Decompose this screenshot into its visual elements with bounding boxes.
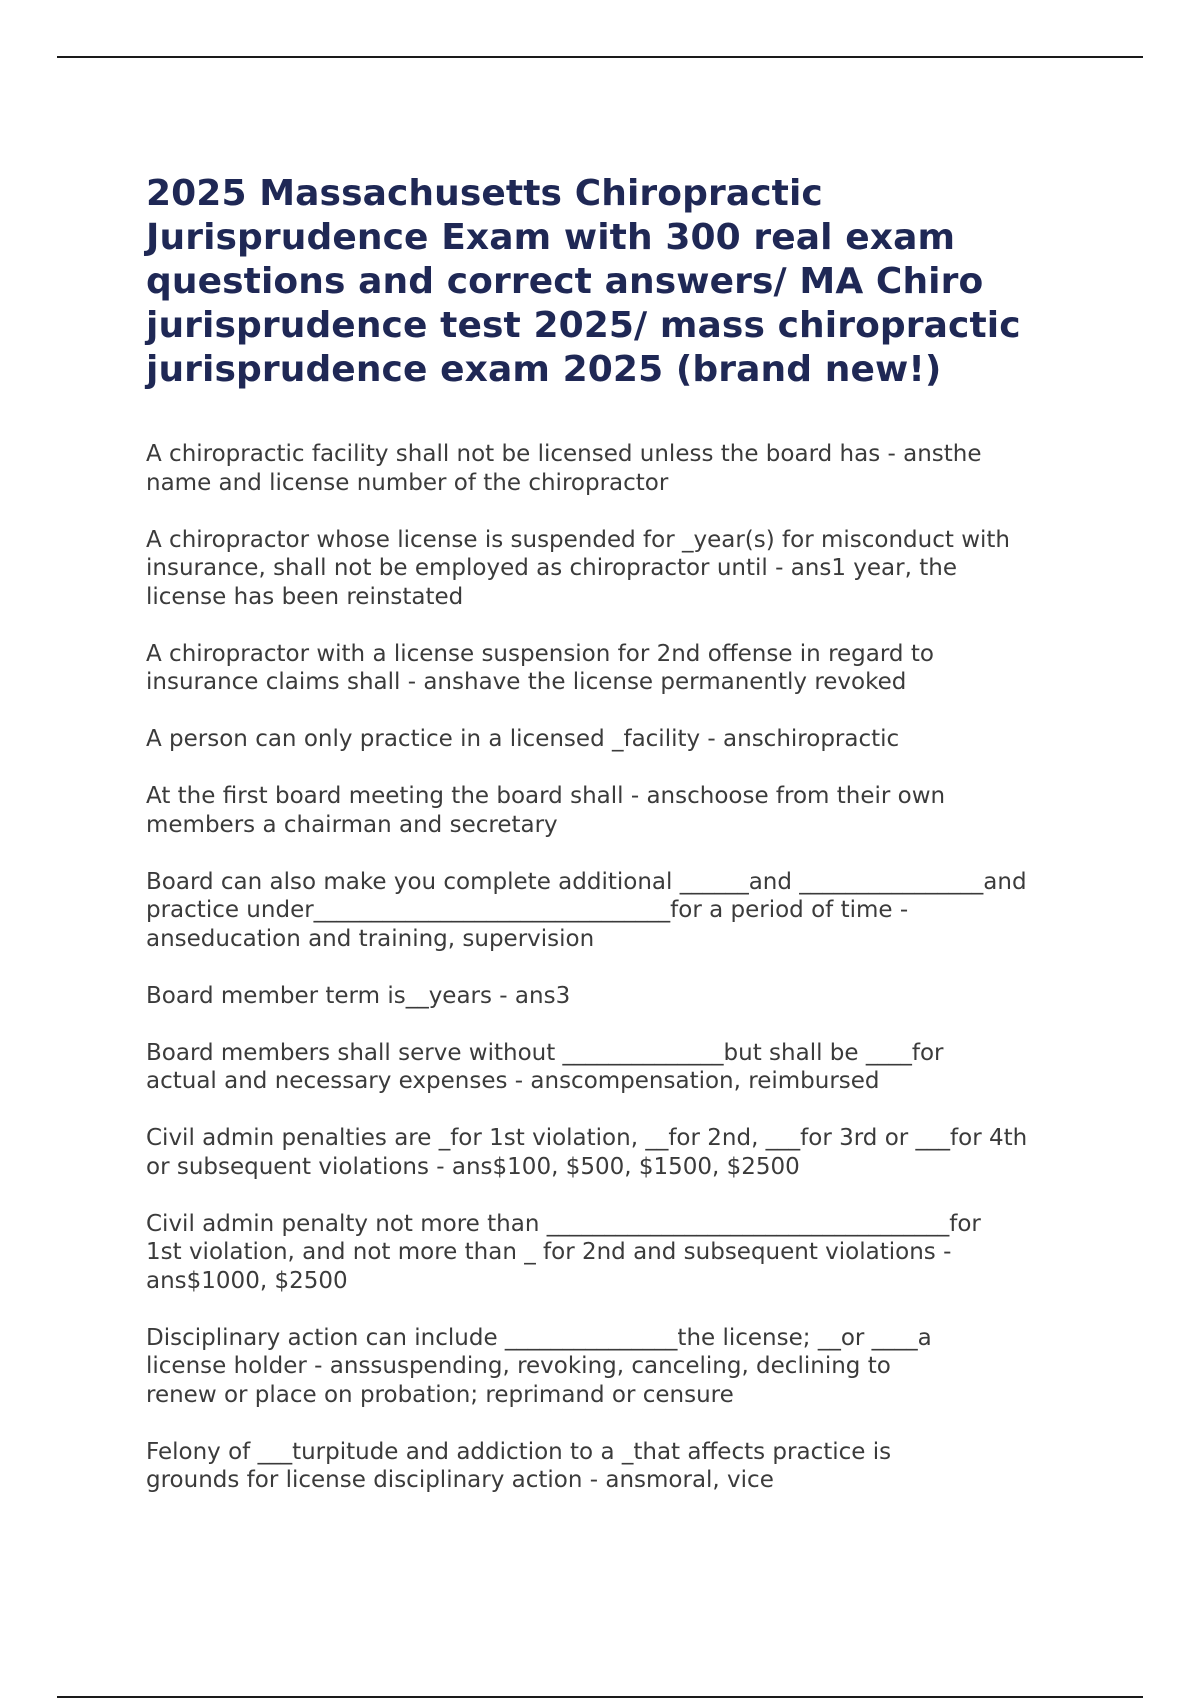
qa-item (146, 1324, 1086, 1410)
qa-item (146, 1438, 1086, 1495)
bottom-rule (57, 1696, 1143, 1698)
qa-item (146, 1039, 1086, 1096)
qa-item (146, 1124, 1086, 1181)
qa-line: actual and necessary expenses - anscompensation, reimbursed (146, 1068, 880, 1094)
qa-line: insurance claims shall - anshave the license permanently revoked (146, 669, 907, 695)
qa-line: renew or place on probation; reprimand or censure (146, 1381, 734, 1408)
qa-line: Felony of ___turpitude and addiction to a _that affects practice is (146, 1438, 892, 1465)
qa-line: anseducation and training, supervision (146, 925, 595, 952)
qa-line: Board member term is__years - ans3 (146, 982, 571, 1009)
qa-line: Civil admin penalty not more than ___________________________________for (146, 1210, 981, 1237)
qa-line: A chiropractor with a license suspension for 2nd offense in regard to (146, 640, 934, 667)
qa-line: A person can only practice in a licensed _facility - anschiropractic (146, 726, 900, 752)
qa-line: Board members shall serve without ______________but shall be ____for (146, 1039, 944, 1066)
qa-item (146, 982, 1086, 1011)
qa-line: At the first board meeting the board shall - anschoose from their own (146, 783, 946, 809)
qa-line: ans$1000, $2500 (146, 1267, 348, 1294)
qa-line: practice under_______________________________for a period of time - (146, 897, 909, 923)
qa-line: insurance, shall not be employed as chiropractor until - ans1 year, the (146, 555, 957, 581)
qa-item (146, 440, 1086, 497)
qa-item (146, 526, 1086, 612)
qa-item (146, 868, 1086, 954)
qa-line: Civil admin penalties are _for 1st violation, __for 2nd, ___for 3rd or ___for 4th (146, 1125, 1028, 1151)
qa-line: Disciplinary action can include _______________the license; __or ____a (146, 1324, 932, 1351)
document-title: 2025 Massachusetts Chiropractic Jurisprudence Exam with 300 real exam questions and correct answers/ MA Chiro jurisprudence test 2025/ mass chiropractic jurisprudence exam 2025 (brand new!) (146, 173, 1021, 390)
qa-line: members a chairman and secretary (146, 811, 558, 838)
document-body (146, 172, 1086, 1523)
qa-list (146, 440, 1086, 1495)
qa-line: Board can also make you complete additional ______and ________________and (146, 868, 1027, 895)
qa-item (146, 725, 1086, 754)
qa-line: grounds for license disciplinary action - ansmoral, vice (146, 1467, 774, 1493)
qa-line: or subsequent violations - ans$100, $500, $1500, $2500 (146, 1153, 800, 1180)
qa-item (146, 782, 1086, 839)
qa-item (146, 1210, 1086, 1296)
top-rule (57, 56, 1143, 58)
qa-line: A chiropractor whose license is suspended for _year(s) for misconduct with (146, 526, 1010, 553)
qa-line: license has been reinstated (146, 583, 464, 610)
qa-line: 1st violation, and not more than _ for 2nd and subsequent violations - (146, 1239, 952, 1265)
qa-line: name and license number of the chiropractor (146, 469, 669, 496)
qa-item (146, 640, 1086, 697)
qa-line: license holder - anssuspending, revoking, canceling, declining to (146, 1353, 891, 1379)
qa-line: A chiropractic facility shall not be licensed unless the board has - ansthe (146, 441, 982, 467)
